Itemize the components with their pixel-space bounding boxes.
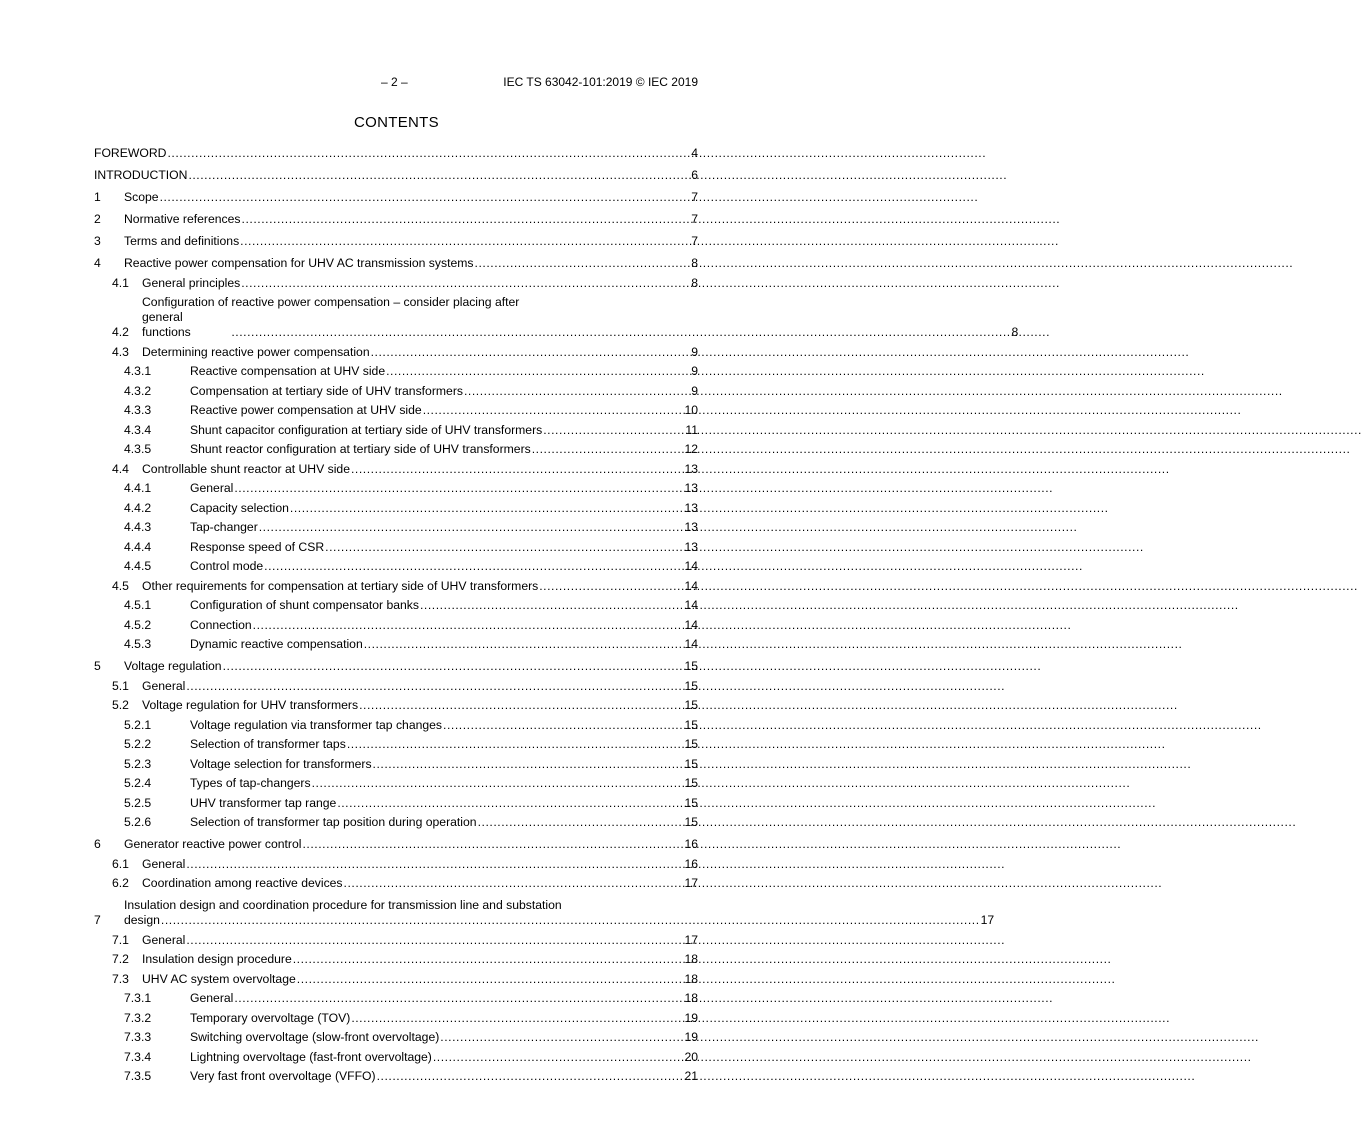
toc-entry-page: 15 bbox=[684, 717, 698, 732]
toc-entry[interactable] bbox=[94, 559, 698, 574]
toc-entry-page: 16 bbox=[684, 837, 698, 851]
dot-leader bbox=[293, 952, 684, 967]
toc-entry-label: Types of tap-changers bbox=[190, 776, 311, 790]
toc-entry-page: 4 bbox=[691, 146, 698, 160]
dot-leader bbox=[186, 679, 683, 694]
dot-leader bbox=[234, 991, 683, 1006]
toc-entry[interactable] bbox=[94, 295, 1019, 340]
contents-title: CONTENTS bbox=[354, 114, 439, 131]
toc-entry[interactable] bbox=[94, 146, 698, 161]
toc-entry-label: Connection bbox=[190, 617, 252, 632]
toc-entry[interactable] bbox=[94, 423, 698, 438]
toc-entry-label: Selection of transformer taps bbox=[190, 737, 346, 751]
toc-entry-label: Coordination among reactive devices bbox=[142, 876, 343, 890]
toc-entry[interactable] bbox=[94, 598, 698, 613]
toc-entry[interactable] bbox=[94, 737, 698, 752]
toc-entry-number: 4.4.3 bbox=[124, 520, 152, 534]
toc-entry-number: 1 bbox=[94, 190, 101, 204]
toc-entry-page: 7 bbox=[691, 234, 698, 248]
toc-entry-number: 5.2.1 bbox=[124, 717, 152, 732]
toc-entry-label: UHV transformer tap range bbox=[190, 795, 337, 810]
dot-leader bbox=[297, 972, 684, 987]
toc-entry-number: 5.2 bbox=[112, 698, 129, 712]
toc-entry[interactable] bbox=[94, 972, 698, 987]
toc-entry-page: 13 bbox=[684, 539, 698, 554]
toc-entry-page: 19 bbox=[684, 1010, 698, 1025]
toc-entry-page: 15 bbox=[684, 776, 698, 790]
dot-leader bbox=[337, 796, 683, 811]
toc-entry-page: 9 bbox=[691, 344, 698, 359]
dot-leader bbox=[231, 325, 1010, 340]
toc-entry[interactable] bbox=[94, 579, 698, 594]
toc-entry[interactable] bbox=[94, 796, 698, 811]
dot-leader bbox=[253, 618, 684, 633]
toc-entry[interactable] bbox=[94, 1011, 698, 1026]
toc-entry-label: Reactive power compensation for UHV AC transmission systems bbox=[124, 256, 474, 270]
toc-entry-label: Determining reactive power compensation bbox=[142, 344, 370, 359]
toc-entry-label: Shunt reactor configuration at tertiary side of UHV transformers bbox=[190, 442, 531, 456]
toc-entry[interactable] bbox=[94, 540, 698, 555]
toc-entry-label: Scope bbox=[124, 190, 159, 204]
table-of-contents bbox=[94, 146, 1019, 1084]
toc-entry-label-continued: design bbox=[124, 913, 160, 927]
toc-entry-page: 8 bbox=[691, 275, 698, 290]
toc-entry[interactable] bbox=[94, 618, 698, 633]
toc-entry-number: 4.4.2 bbox=[124, 500, 152, 515]
dot-leader bbox=[377, 1069, 684, 1084]
toc-entry[interactable] bbox=[94, 384, 698, 399]
toc-entry-label: Dynamic reactive compensation bbox=[190, 637, 363, 651]
toc-entry-number: 7.1 bbox=[112, 932, 129, 947]
dot-leader bbox=[264, 559, 683, 574]
toc-entry[interactable] bbox=[94, 256, 698, 271]
dot-leader bbox=[539, 579, 683, 594]
dot-leader bbox=[351, 1011, 683, 1026]
toc-entry-page: 6 bbox=[691, 168, 698, 182]
toc-entry-number: 7.3.2 bbox=[124, 1010, 152, 1025]
dot-leader bbox=[543, 423, 684, 438]
toc-entry[interactable] bbox=[94, 501, 698, 516]
dot-leader bbox=[371, 345, 691, 360]
toc-entry-number: 5.2.4 bbox=[124, 776, 152, 790]
toc-entry[interactable] bbox=[94, 876, 698, 891]
toc-entry-label: Response speed of CSR bbox=[190, 539, 325, 554]
toc-entry[interactable] bbox=[94, 1030, 698, 1045]
toc-entry-number: 4.3.1 bbox=[124, 364, 152, 378]
toc-entry[interactable] bbox=[94, 212, 698, 227]
toc-entry-number: 4.4.4 bbox=[124, 539, 152, 554]
toc-entry-page: 14 bbox=[684, 559, 698, 573]
toc-entry-number: 5.2.2 bbox=[124, 737, 152, 751]
toc-entry-number: 3 bbox=[94, 234, 101, 248]
toc-entry-number: 7.3.4 bbox=[124, 1049, 152, 1064]
toc-entry-page: 17 bbox=[684, 932, 698, 947]
dot-leader bbox=[423, 403, 684, 418]
dot-leader bbox=[302, 837, 683, 852]
toc-entry-label: Lightning overvoltage (fast-front overvoltage) bbox=[190, 1049, 432, 1064]
toc-entry-page: 19 bbox=[684, 1030, 698, 1044]
toc-entry-page: 20 bbox=[684, 1049, 698, 1064]
toc-entry[interactable] bbox=[94, 637, 698, 652]
toc-entry-page: 12 bbox=[684, 442, 698, 456]
dot-leader bbox=[443, 718, 683, 733]
toc-entry-page: 15 bbox=[684, 737, 698, 751]
dot-leader bbox=[440, 1030, 683, 1045]
toc-entry-number: 4.5.1 bbox=[124, 598, 152, 612]
toc-entry-label: Switching overvoltage (slow-front overvoltage) bbox=[190, 1030, 440, 1044]
dot-leader bbox=[234, 481, 683, 496]
toc-entry-label: General bbox=[142, 932, 186, 947]
toc-entry-number: 4.3.5 bbox=[124, 442, 152, 456]
toc-entry-label: Configuration of reactive power compensation – consider placing after bbox=[142, 295, 520, 309]
toc-entry-page: 13 bbox=[684, 500, 698, 515]
toc-entry[interactable] bbox=[94, 462, 698, 477]
toc-entry[interactable] bbox=[94, 952, 698, 967]
toc-entry-number: 4.4 bbox=[112, 461, 129, 476]
toc-entry-page: 13 bbox=[684, 461, 698, 476]
toc-entry-number: 5.2.5 bbox=[124, 795, 152, 810]
toc-entry-number: 6 bbox=[94, 837, 101, 851]
dot-leader bbox=[373, 757, 684, 772]
toc-entry[interactable] bbox=[94, 898, 995, 928]
toc-entry-number: 2 bbox=[94, 212, 101, 226]
toc-entry[interactable] bbox=[94, 168, 698, 183]
toc-entry[interactable] bbox=[94, 679, 698, 694]
toc-entry-page: 17 bbox=[684, 876, 698, 890]
toc-entry-number: 5.1 bbox=[112, 678, 129, 693]
toc-entry-page: 15 bbox=[684, 678, 698, 693]
toc-entry-label: Voltage selection for transformers bbox=[190, 756, 372, 771]
toc-entry-label: Terms and definitions bbox=[124, 234, 240, 248]
toc-entry-label: Voltage regulation bbox=[124, 659, 222, 673]
toc-entry-label: Shunt capacitor configuration at tertiary side of UHV transformers bbox=[190, 422, 543, 437]
toc-entry-page: 18 bbox=[684, 991, 698, 1005]
dot-leader bbox=[347, 737, 684, 752]
toc-entry-label: Controllable shunt reactor at UHV side bbox=[142, 461, 350, 476]
toc-entry-label: General bbox=[142, 856, 186, 871]
toc-entry-label: Voltage regulation via transformer tap changes bbox=[190, 717, 443, 732]
toc-entry[interactable] bbox=[94, 857, 698, 872]
toc-entry[interactable] bbox=[94, 718, 698, 733]
toc-entry[interactable] bbox=[94, 190, 698, 205]
toc-entry-label: Temporary overvoltage (TOV) bbox=[190, 1010, 351, 1025]
toc-entry-label: Control mode bbox=[190, 559, 264, 573]
toc-entry-label: Selection of transformer tap position during operation bbox=[190, 815, 477, 829]
toc-entry-label: General bbox=[190, 991, 234, 1005]
toc-entry-page: 14 bbox=[684, 598, 698, 612]
dot-leader bbox=[325, 540, 683, 555]
toc-entry-page: 18 bbox=[684, 971, 698, 986]
toc-entry[interactable] bbox=[94, 815, 698, 830]
dot-leader bbox=[312, 776, 684, 791]
dot-leader bbox=[242, 212, 691, 227]
toc-entry-number: 7.3.1 bbox=[124, 991, 152, 1005]
toc-entry-number: 4.3.3 bbox=[124, 403, 152, 417]
dot-leader bbox=[186, 857, 683, 872]
toc-entry-label: Tap-changer bbox=[190, 520, 258, 534]
toc-entry-label: General bbox=[190, 481, 234, 495]
dot-leader bbox=[532, 442, 684, 457]
toc-entry-label: Configuration of shunt compensator banks bbox=[190, 598, 419, 612]
toc-entry-page: 15 bbox=[684, 659, 698, 673]
toc-entry[interactable] bbox=[94, 234, 698, 249]
toc-entry[interactable] bbox=[94, 757, 698, 772]
toc-entry-number: 7.3.3 bbox=[124, 1030, 152, 1044]
toc-entry-page: 21 bbox=[684, 1069, 698, 1083]
dot-leader bbox=[464, 384, 690, 399]
dot-leader bbox=[420, 598, 683, 613]
toc-entry[interactable] bbox=[94, 403, 698, 418]
toc-entry-page: 18 bbox=[684, 952, 698, 966]
toc-entry-label: Reactive power compensation at UHV side bbox=[190, 403, 422, 417]
toc-entry-page: 15 bbox=[684, 698, 698, 712]
toc-entry-number: 7.3 bbox=[112, 971, 129, 986]
toc-entry-page: 17 bbox=[980, 913, 995, 927]
toc-entry-number: 4.3 bbox=[112, 344, 129, 359]
toc-entry-page: 15 bbox=[684, 756, 698, 771]
toc-entry-page: 13 bbox=[684, 520, 698, 534]
toc-entry-page: 14 bbox=[684, 617, 698, 632]
toc-entry-page: 11 bbox=[685, 422, 698, 437]
document-reference: IEC TS 63042-101:2019 © IEC 2019 bbox=[503, 75, 698, 89]
toc-entry-page: 7 bbox=[691, 190, 698, 204]
dot-leader bbox=[290, 501, 684, 516]
dot-leader bbox=[188, 168, 690, 183]
toc-entry-page: 16 bbox=[684, 856, 698, 871]
toc-entry-page: 8 bbox=[1011, 325, 1019, 339]
toc-entry-label: INTRODUCTION bbox=[94, 168, 188, 182]
dot-leader bbox=[433, 1050, 684, 1065]
toc-entry[interactable] bbox=[94, 698, 698, 713]
toc-entry-page: 15 bbox=[684, 815, 698, 829]
toc-entry-label: General principles bbox=[142, 275, 241, 290]
toc-entry-number: 5.2.3 bbox=[124, 756, 152, 771]
dot-leader bbox=[259, 520, 684, 535]
dot-leader bbox=[240, 234, 690, 249]
toc-entry-page: 8 bbox=[691, 256, 698, 270]
toc-entry-number: 4.3.4 bbox=[124, 422, 152, 437]
toc-entry-page: 15 bbox=[684, 795, 698, 810]
toc-entry-page: 14 bbox=[684, 637, 698, 651]
toc-entry-number: 4.3.2 bbox=[124, 383, 152, 398]
toc-entry-number: 4 bbox=[94, 256, 101, 270]
dot-leader bbox=[160, 190, 691, 205]
toc-entry-label: Generator reactive power control bbox=[124, 837, 302, 851]
toc-entry[interactable] bbox=[94, 991, 698, 1006]
toc-entry-label: Capacity selection bbox=[190, 500, 289, 515]
dot-leader bbox=[167, 146, 690, 161]
dot-leader bbox=[359, 698, 683, 713]
toc-entry-number: 7.3.5 bbox=[124, 1069, 152, 1083]
toc-entry-page: 10 bbox=[684, 403, 698, 417]
toc-entry[interactable] bbox=[94, 659, 698, 674]
dot-leader bbox=[344, 876, 684, 891]
toc-entry-number: 4.2 bbox=[112, 325, 129, 339]
toc-entry[interactable] bbox=[94, 276, 698, 291]
toc-entry-number: 4.1 bbox=[112, 275, 129, 290]
dot-leader bbox=[223, 659, 684, 674]
toc-entry[interactable] bbox=[94, 933, 698, 948]
toc-entry-label: Voltage regulation for UHV transformers bbox=[142, 698, 359, 712]
toc-entry-number: 6.2 bbox=[112, 876, 129, 890]
dot-leader bbox=[386, 364, 690, 379]
toc-entry-number: 5.2.6 bbox=[124, 815, 152, 829]
toc-entry-page: 14 bbox=[684, 578, 698, 593]
toc-entry[interactable] bbox=[94, 442, 698, 457]
toc-entry-label: Insulation design and coordination procedure for transmission line and substation bbox=[124, 898, 562, 912]
toc-entry-label: UHV AC system overvoltage bbox=[142, 971, 296, 986]
dot-leader bbox=[478, 815, 684, 830]
toc-entry-number: 4.4.5 bbox=[124, 559, 152, 573]
toc-entry-label: Very fast front overvoltage (VFFO) bbox=[190, 1069, 376, 1083]
toc-entry-label: Reactive compensation at UHV side bbox=[190, 364, 386, 378]
toc-entry[interactable] bbox=[94, 520, 698, 535]
page-number: – 2 – bbox=[381, 75, 408, 89]
dot-leader bbox=[186, 933, 683, 948]
toc-entry-number: 4.5.2 bbox=[124, 617, 152, 632]
dot-leader bbox=[475, 256, 691, 271]
toc-entry-label-continued: general functions bbox=[142, 310, 191, 339]
toc-entry[interactable] bbox=[94, 776, 698, 791]
toc-entry[interactable] bbox=[94, 364, 698, 379]
toc-entry[interactable] bbox=[94, 1050, 698, 1065]
toc-entry-number: 6.1 bbox=[112, 856, 129, 871]
toc-entry[interactable] bbox=[94, 345, 698, 360]
toc-entry[interactable] bbox=[94, 1069, 698, 1084]
dot-leader bbox=[241, 276, 690, 291]
page-header bbox=[0, 75, 793, 93]
toc-entry-page: 7 bbox=[691, 212, 698, 226]
toc-entry-page: 13 bbox=[684, 481, 698, 495]
toc-entry-number: 7 bbox=[94, 913, 101, 927]
toc-entry-number: 4.4.1 bbox=[124, 481, 152, 495]
toc-entry-label: General bbox=[142, 678, 186, 693]
toc-entry-label: FOREWORD bbox=[94, 146, 167, 160]
toc-entry-label: Normative references bbox=[124, 212, 241, 226]
toc-entry-number: 4.5.3 bbox=[124, 637, 152, 651]
dot-leader bbox=[364, 637, 684, 652]
toc-entry-label: Compensation at tertiary side of UHV transformers bbox=[190, 383, 463, 398]
toc-entry-number: 5 bbox=[94, 659, 101, 673]
dot-leader bbox=[351, 462, 683, 477]
toc-entry-page: 9 bbox=[691, 383, 698, 398]
toc-entry-number: 4.5 bbox=[112, 578, 129, 593]
dot-leader bbox=[161, 913, 980, 928]
toc-entry-number: 7.2 bbox=[112, 952, 129, 966]
toc-entry-label: Insulation design procedure bbox=[142, 952, 292, 966]
toc-entry-page: 9 bbox=[691, 364, 698, 378]
toc-entry-label: Other requirements for compensation at tertiary side of UHV transformers bbox=[142, 578, 539, 593]
toc-entry[interactable] bbox=[94, 837, 698, 852]
toc-entry[interactable] bbox=[94, 481, 698, 496]
